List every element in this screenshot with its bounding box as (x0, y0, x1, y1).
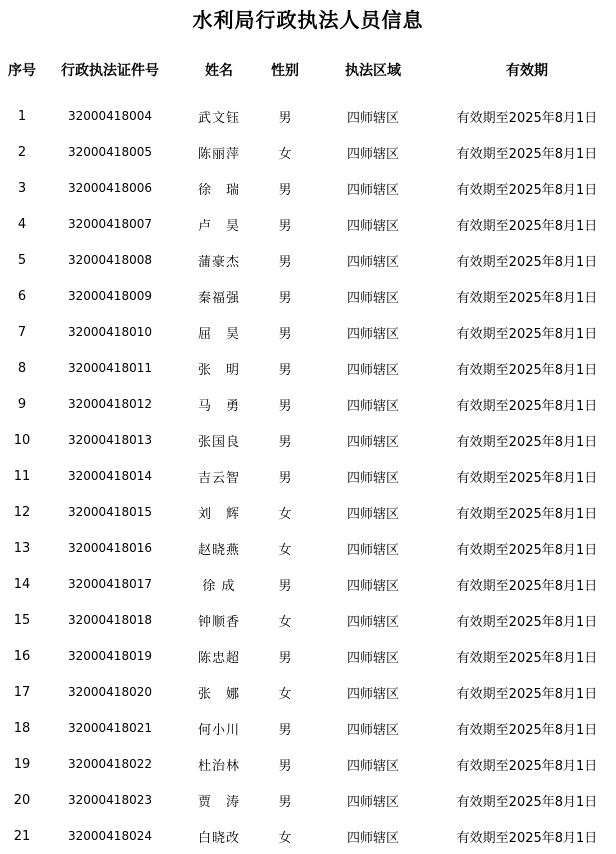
cell-valid: 有效期至2025年8月1日 (456, 398, 598, 414)
cell-name: 徐 瑞 (197, 182, 240, 198)
cell-cert-number: 32000418014 (68, 469, 152, 483)
cell-gender: 男 (278, 362, 292, 378)
cell-cert-number: 32000418020 (68, 685, 152, 699)
cell-valid: 有效期至2025年8月1日 (456, 434, 598, 450)
cell-valid: 有效期至2025年8月1日 (456, 722, 598, 738)
cell-cert-number: 32000418012 (68, 397, 152, 411)
cell-region: 四师辖区 (346, 686, 399, 702)
cell-cert-number: 32000418010 (68, 325, 152, 339)
table-row (0, 494, 616, 530)
table-row (0, 458, 616, 494)
cell-gender: 女 (278, 830, 292, 846)
table-row (0, 134, 616, 170)
cell-name: 何小川 (197, 722, 240, 738)
cell-no: 1 (17, 108, 27, 124)
cell-gender: 男 (278, 650, 292, 666)
cell-name: 屈 昊 (197, 326, 240, 342)
cell-name: 秦福强 (197, 290, 240, 306)
cell-gender: 女 (278, 506, 292, 522)
cell-valid: 有效期至2025年8月1日 (456, 326, 598, 342)
cell-valid: 有效期至2025年8月1日 (456, 650, 598, 666)
header-no: 序号 (8, 63, 36, 79)
cell-cert-number: 32000418009 (68, 289, 152, 303)
cell-cert-number: 32000418018 (68, 613, 152, 627)
cell-no: 10 (13, 432, 31, 448)
table-row (0, 638, 616, 674)
cell-name: 马 勇 (197, 398, 240, 414)
cell-gender: 男 (278, 578, 292, 594)
cell-gender: 男 (278, 794, 292, 810)
cell-gender: 女 (278, 542, 292, 558)
cell-gender: 男 (278, 254, 292, 270)
spacer-cell (0, 88, 616, 98)
cell-valid: 有效期至2025年8月1日 (456, 758, 598, 774)
cell-name: 陈忠超 (197, 650, 240, 666)
cell-name: 赵晓燕 (197, 542, 240, 558)
cell-gender: 男 (278, 326, 292, 342)
cell-valid: 有效期至2025年8月1日 (456, 362, 598, 378)
cell-region: 四师辖区 (346, 326, 399, 342)
header-valid: 有效期 (506, 63, 548, 79)
cell-cert-number: 32000418015 (68, 505, 152, 519)
table-row (0, 530, 616, 566)
cell-no: 15 (13, 612, 31, 628)
cell-no: 20 (13, 792, 31, 808)
cell-no: 14 (13, 576, 31, 592)
cell-region: 四师辖区 (346, 398, 399, 414)
cell-gender: 男 (278, 182, 292, 198)
cell-no: 2 (17, 144, 27, 160)
table-row (0, 314, 616, 350)
cell-no: 16 (13, 648, 31, 664)
table-row (0, 350, 616, 386)
page-title: 水利局行政执法人员信息 (192, 8, 424, 32)
cell-cert-number: 32000418016 (68, 541, 152, 555)
cell-region: 四师辖区 (346, 578, 399, 594)
cell-gender: 男 (278, 110, 292, 126)
table-row (0, 422, 616, 458)
table-row (0, 746, 616, 782)
table-row (0, 710, 616, 746)
cell-cert-number: 32000418024 (68, 829, 152, 843)
cell-valid: 有效期至2025年8月1日 (456, 470, 598, 486)
cell-name: 徐 成 (202, 578, 236, 594)
cell-no: 3 (17, 180, 27, 196)
cell-no: 19 (13, 756, 31, 772)
cell-name: 卢 昊 (197, 218, 240, 234)
cell-region: 四师辖区 (346, 542, 399, 558)
cell-region: 四师辖区 (346, 758, 399, 774)
cell-region: 四师辖区 (346, 182, 399, 198)
cell-region: 四师辖区 (346, 434, 399, 450)
cell-no: 13 (13, 540, 31, 556)
cell-cert-number: 32000418005 (68, 145, 152, 159)
cell-gender: 男 (278, 218, 292, 234)
cell-valid: 有效期至2025年8月1日 (456, 290, 598, 306)
cell-no: 9 (17, 396, 27, 412)
cell-region: 四师辖区 (346, 830, 399, 846)
cell-valid: 有效期至2025年8月1日 (456, 686, 598, 702)
cell-gender: 男 (278, 434, 292, 450)
cell-cert-number: 32000418006 (68, 181, 152, 195)
cell-name: 武文钰 (197, 110, 240, 126)
cell-no: 8 (17, 360, 27, 376)
cell-gender: 女 (278, 146, 292, 162)
cell-name: 吉云智 (197, 470, 240, 486)
table-header (0, 52, 616, 98)
cell-valid: 有效期至2025年8月1日 (456, 542, 598, 558)
table-row (0, 170, 616, 206)
table-row (0, 242, 616, 278)
cell-valid: 有效期至2025年8月1日 (456, 794, 598, 810)
cell-valid: 有效期至2025年8月1日 (456, 182, 598, 198)
cell-cert-number: 32000418022 (68, 757, 152, 771)
cell-no: 18 (13, 720, 31, 736)
table-row (0, 278, 616, 314)
table-row (0, 386, 616, 422)
cell-name: 贾 涛 (197, 794, 240, 810)
cell-cert-number: 32000418011 (68, 361, 152, 375)
cell-region: 四师辖区 (346, 362, 399, 378)
cell-region: 四师辖区 (346, 722, 399, 738)
cell-valid: 有效期至2025年8月1日 (456, 830, 598, 846)
cell-region: 四师辖区 (346, 614, 399, 630)
cell-cert-number: 32000418019 (68, 649, 152, 663)
table-row (0, 566, 616, 602)
cell-region: 四师辖区 (346, 218, 399, 234)
header-gender: 性别 (271, 63, 299, 79)
header-row (0, 52, 616, 88)
cell-no: 4 (17, 216, 27, 232)
cell-name: 陈丽萍 (197, 146, 240, 162)
cell-name: 张 明 (197, 362, 240, 378)
cell-cert-number: 32000418017 (68, 577, 152, 591)
cell-region: 四师辖区 (346, 290, 399, 306)
cell-region: 四师辖区 (346, 110, 399, 126)
cell-cert-number: 32000418021 (68, 721, 152, 735)
cell-gender: 男 (278, 398, 292, 414)
table-row (0, 602, 616, 638)
table-body (0, 98, 616, 854)
cell-cert-number: 32000418004 (68, 109, 152, 123)
cell-gender: 女 (278, 614, 292, 630)
cell-gender: 男 (278, 722, 292, 738)
header-name: 姓名 (205, 63, 233, 79)
table-row (0, 98, 616, 134)
table-row (0, 674, 616, 710)
cell-name: 张国良 (197, 434, 240, 450)
header-spacer (0, 88, 616, 98)
cell-no: 21 (13, 828, 31, 844)
cell-no: 5 (17, 252, 27, 268)
table-row (0, 818, 616, 854)
cell-gender: 男 (278, 758, 292, 774)
cell-region: 四师辖区 (346, 146, 399, 162)
cell-gender: 女 (278, 686, 292, 702)
cell-region: 四师辖区 (346, 794, 399, 810)
cell-valid: 有效期至2025年8月1日 (456, 254, 598, 270)
cell-name: 白晓改 (197, 830, 240, 846)
personnel-table (0, 52, 616, 854)
cell-no: 11 (13, 468, 31, 484)
cell-valid: 有效期至2025年8月1日 (456, 614, 598, 630)
cell-region: 四师辖区 (346, 650, 399, 666)
cell-region: 四师辖区 (346, 470, 399, 486)
cell-name: 刘 辉 (197, 506, 240, 522)
cell-no: 6 (17, 288, 27, 304)
cell-no: 17 (13, 684, 31, 700)
table-row (0, 782, 616, 818)
cell-no: 12 (13, 504, 31, 520)
header-region: 执法区域 (345, 63, 401, 79)
cell-cert-number: 32000418013 (68, 433, 152, 447)
cell-valid: 有效期至2025年8月1日 (456, 578, 598, 594)
cell-name: 杜治林 (197, 758, 240, 774)
cell-name: 张 娜 (197, 686, 240, 702)
cell-valid: 有效期至2025年8月1日 (456, 506, 598, 522)
cell-name: 钟顺香 (197, 614, 240, 630)
cell-region: 四师辖区 (346, 506, 399, 522)
cell-name: 蒲豪杰 (197, 254, 240, 270)
cell-cert-number: 32000418007 (68, 217, 152, 231)
cell-cert-number: 32000418008 (68, 253, 152, 267)
cell-gender: 男 (278, 290, 292, 306)
cell-cert-number: 32000418023 (68, 793, 152, 807)
cell-valid: 有效期至2025年8月1日 (456, 146, 598, 162)
cell-valid: 有效期至2025年8月1日 (456, 218, 598, 234)
table-row (0, 206, 616, 242)
cell-gender: 男 (278, 470, 292, 486)
cell-no: 7 (17, 324, 27, 340)
cell-region: 四师辖区 (346, 254, 399, 270)
header-cert: 行政执法证件号 (61, 63, 159, 79)
cell-valid: 有效期至2025年8月1日 (456, 110, 598, 126)
